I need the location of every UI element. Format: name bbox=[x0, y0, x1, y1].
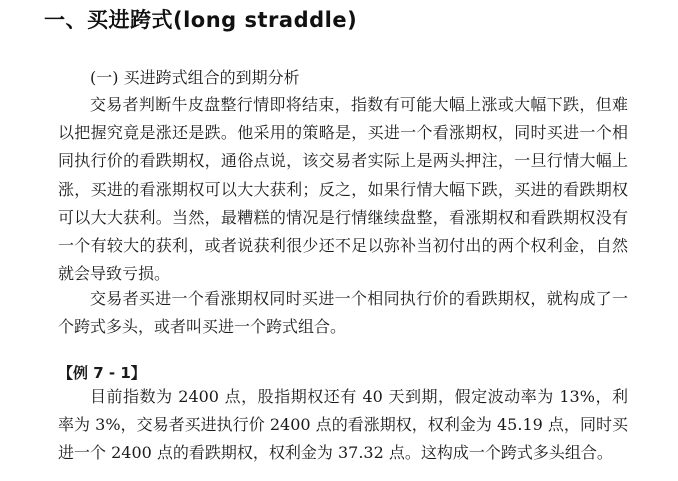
subsection-heading: (一) 买进跨式组合的到期分析 bbox=[90, 68, 300, 87]
section-heading: 一、买进跨式(long straddle) bbox=[44, 8, 358, 32]
paragraph-example: 目前指数为 2400 点，股指期权还有 40 天到期，假定波动率为 13%，利率为 3%，交易者买进执行价 2400 点的看涨期权，权利金为 45.19 点，同时买进一个 2400 点的看跌期权，权利金为 37.32 点。这构成一个跨式多头组合。 bbox=[58, 387, 628, 463]
example-label: 【例 7 - 1】 bbox=[58, 364, 146, 382]
paragraph-strategy-description: 交易者判断牛皮盘整行情即将结束，指数有可能大幅上涨或大幅下跌，但难以把握究竟是涨还是跌。他采用的策略是，买进一个看涨期权，同时买进一个相同执行价的看跌期权，通俗点说，该交易者实际上是两头押注，一旦行情大幅上涨，买进的看涨期权可以大大获利；反之，如果行情大幅下跌，买进的看跌期权可以大大获利。当然，最糟糕的情况是行情继续盘整，看涨期权和看跌期权没有一个有较大的获利，或者说获利很少还不足以弥补当初付出的两个权利金，自然就会导致亏损。 bbox=[58, 95, 628, 284]
paragraph-definition: 交易者买进一个看涨期权同时买进一个相同执行价的看跌期权，就构成了一个跨式多头，或者叫买进一个跨式组合。 bbox=[58, 289, 628, 337]
